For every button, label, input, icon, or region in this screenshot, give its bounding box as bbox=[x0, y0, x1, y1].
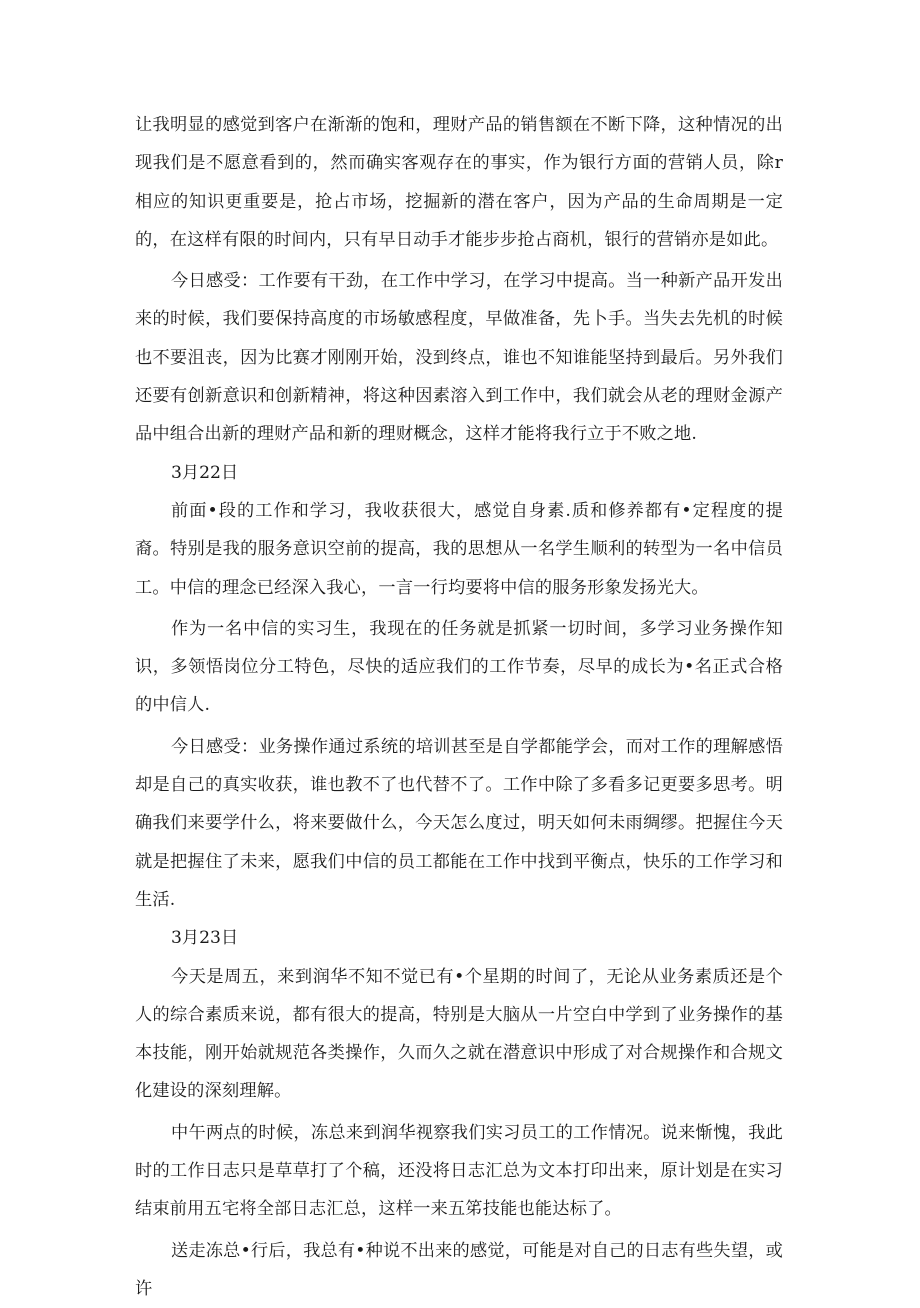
paragraph-5: 今日感受：业务操作通过系统的培训甚至是自学都能学会，而对工作的理解感悟却是自己的真实收获，谁也教不了也代替不了。工作中除了多看多记更要多思考。明确我们来要学什么，将来要做什么，今天怎么度过，明天如何未雨绸缪。把握住今天就是把握住了未来，愿我们中信的员工都能在工作中找到平衡点，快乐的工作学习和生活. bbox=[135, 736, 783, 910]
date-heading-2: 3月23日 bbox=[171, 928, 239, 949]
document-body bbox=[135, 106, 783, 1308]
paragraph-7: 中午两点的时候，冻总来到润华视察我们实习员工的工作情况。说来惭愧，我此时的工作日志只是草草打了个稿，还没将日志汇总为文本打印出来，原计划是在实习结束前用五宅将全部日志汇总，这样一来五笫技能也能达标了。 bbox=[135, 1122, 783, 1220]
date-heading-1: 3月22日 bbox=[171, 462, 239, 483]
paragraph-3: 前面•段的工作和学习，我收获很大，感觉自身素.质和修养都有•定程度的提裔。特别是我的服务意识空前的提高，我的思想从一名学生顺利的转型为一名中信员工。中信的理念已经深入我心，一言一行均要将中信的服务形象发扬光大。 bbox=[135, 500, 783, 598]
paragraph-8: 送走冻总•行后，我总有•种说不出来的感觉，可能是对自己的日志有些失望，或许 bbox=[135, 1240, 783, 1299]
paragraph-6: 今天是周五，来到润华不知不觉已有•个星期的时间了，无论从业务素质还是个人的综合素质来说，都有很大的提高，特别是大脑从一片空白中学到了业务操作的基本技能，刚开始就规范各类操作，久而久之就在潜意识中形成了对合规操作和合规文化建设的深刻理解。 bbox=[135, 966, 783, 1102]
paragraph-1: 让我明显的感觉到客户在渐渐的饱和，理财产品的销售额在不断下降，这种情况的出现我们是不愿意看到的，然而确实客观存在的事实，作为银行方面的营销人员，除r相应的知识更重要是，抢占市场，挖掘新的潜在客户，因为产品的生命周期是一定的，在这样有限的时间内，只有早日动手才能步步抢占商机，银行的营销亦是如此。 bbox=[135, 115, 783, 250]
paragraph-2: 今日感受：工作要有干劲，在工作中学习，在学习中提高。当一种新产品开发出来的时候，我们要保持高度的市场敏感程度，早做准备，先卜手。当失去先机的时候也不要沮丧，因为比赛才刚刚开始，没到终点，谁也不知谁能坚持到最后。另外我们还要有创新意识和创新精神，将这种因素溶入到工作中，我们就会从老的理财金源产品中组合出新的理财产品和新的理财概念，这样才能将我行立于不败之地. bbox=[135, 271, 783, 445]
paragraph-4: 作为一名中信的实习生，我现在的任务就是抓紧一切时间，多学习业务操作知识，多领悟岗位分工特色，尽快的适应我们的工作节奏，尽早的成长为•名正式合格的中信人. bbox=[135, 618, 783, 716]
